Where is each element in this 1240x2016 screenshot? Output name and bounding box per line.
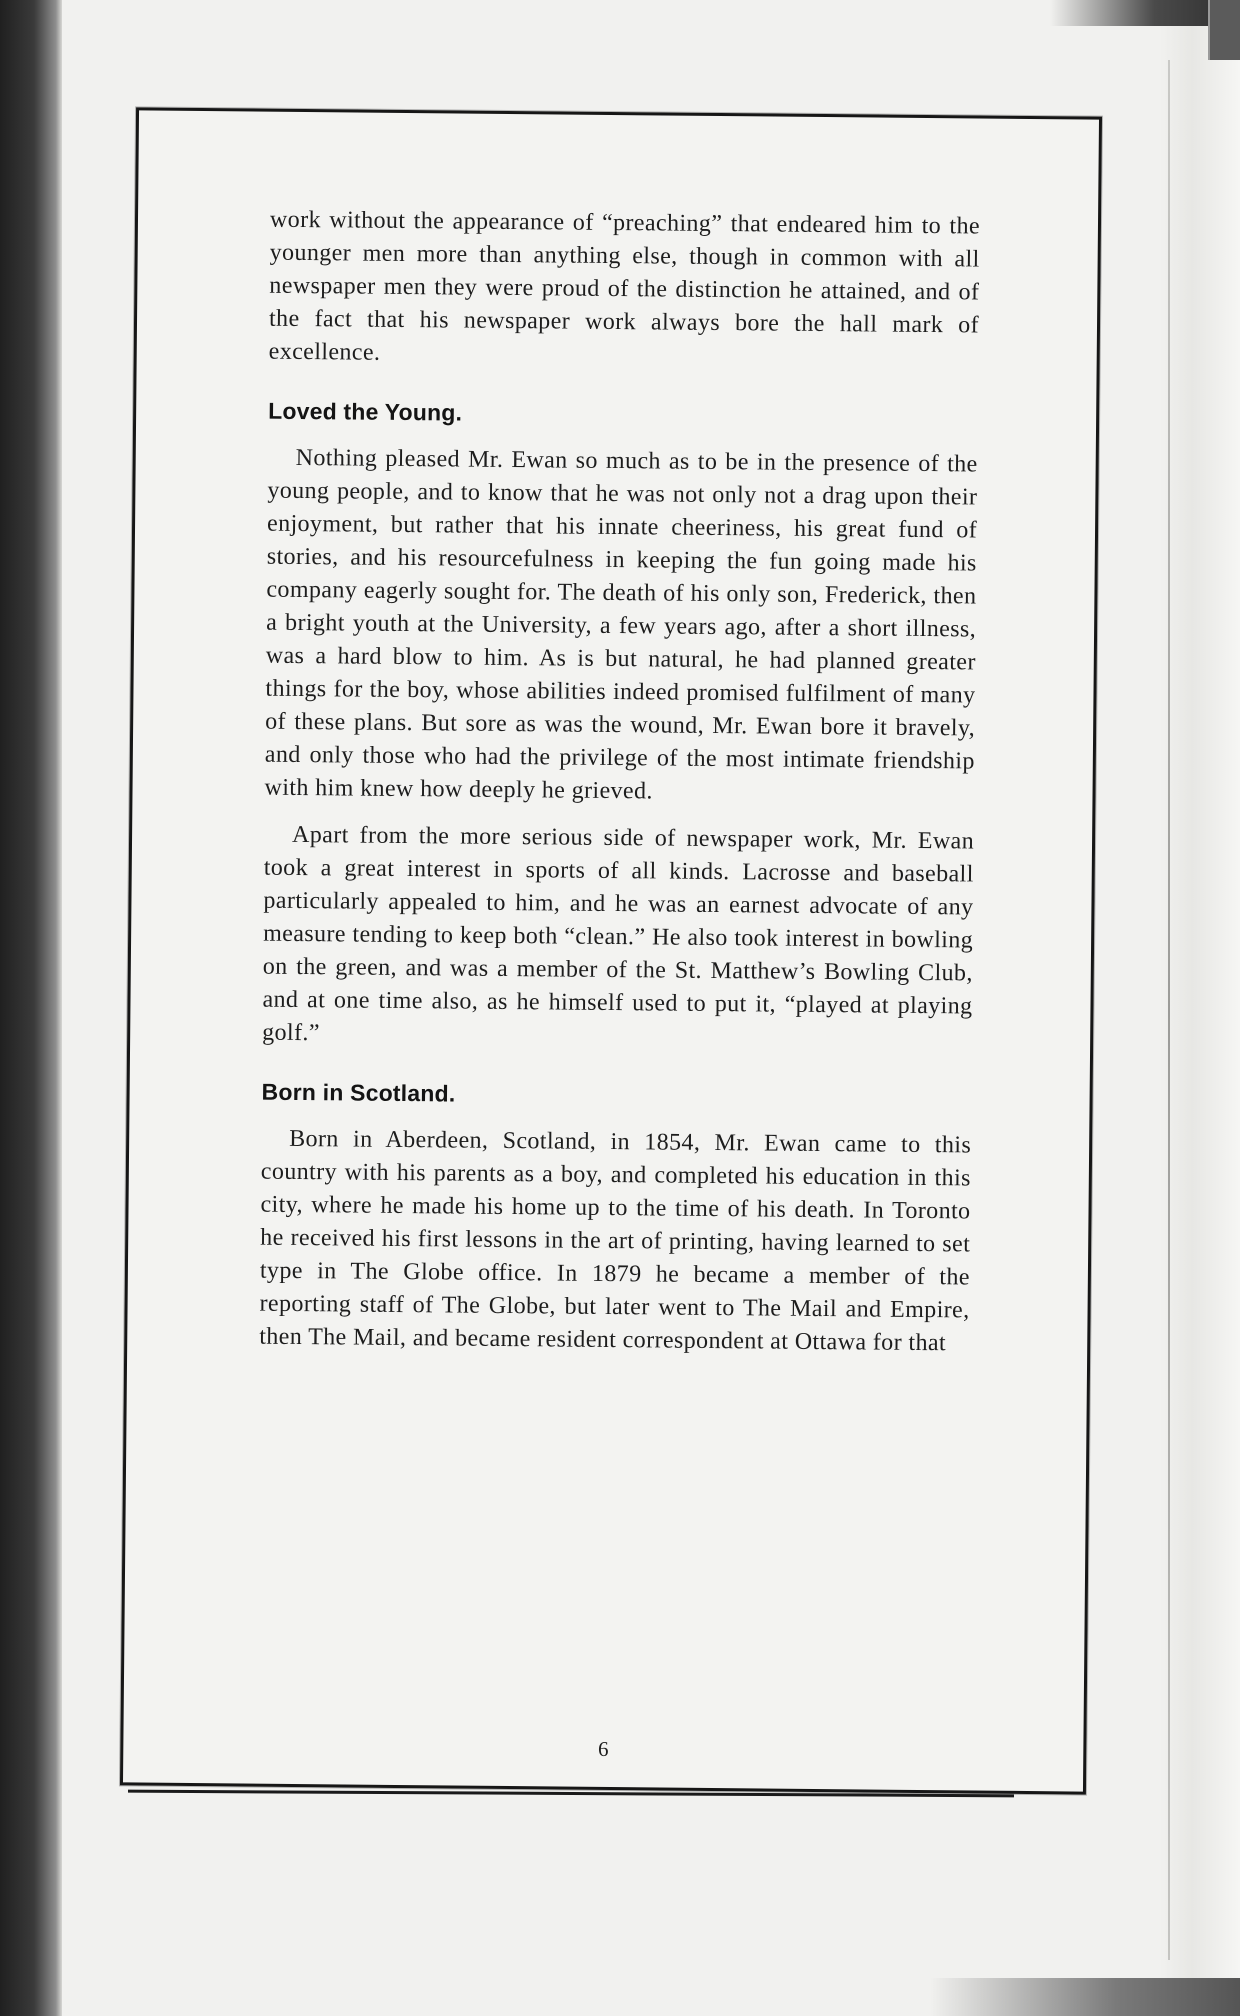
- section-heading-loved-the-young: Loved the Young.: [268, 397, 463, 426]
- article-body: [259, 204, 980, 1375]
- book-spine-shadow: [0, 0, 62, 2016]
- paragraph-born-in-scotland: Born in Aberdeen, Scotland, in 1854, Mr. Ewan came to this country with his parents as a boy, and completed his education in this city, where he made his home up to the time of his death. In Toronto he received his first lessons in the art of printing, having learned to set type in The Globe office. In 1879 he became a member of the reporting staff of The Globe, but later went to The Mail and Empire, then The Mail, and became resident correspondent at Ottawa for that: [259, 1125, 972, 1357]
- scan-corner-tab: [1208, 0, 1240, 60]
- paragraph-continuation: work without the appearance of “preaching” that endeared him to the younger men more than anything else, though in common with all newspaper men they were proud of the distinction he attained, and of the fact that his newspaper work always bore the hall mark of excellence.: [268, 206, 981, 366]
- page-frame: [120, 107, 1102, 1794]
- page-edge-line: [1168, 60, 1170, 1960]
- paragraph-sports: Apart from the more serious side of newspaper work, Mr. Ewan took a great interest in sports of all kinds. Lacrosse and baseball particularly appealed to him, and he was an earnest advocate of any measure tending to keep both “clean.” He also took interest in bowling on the green, and was a member of the St. Matthew’s Bowling Club, and at one time also, as he himself used to put it, “played at playing golf.”: [262, 821, 975, 1047]
- page-number: 6: [597, 1736, 609, 1762]
- paragraph-loved-the-young: Nothing pleased Mr. Ewan so much as to be in the presence of the young people, and to know that he was not only not a drag upon their enjoyment, but rather that his innate cheeriness, his great fund of stories, and his resourcefulness in keeping the fun going made his company eagerly sought for. The death of his only son, Frederick, then a bright youth at the University, a few years ago, after a short illness, was a hard blow to him. As is but natural, he had planned greater things for the boy, whose abilities indeed promised fulfilment of many of these plans. But sore as was the wound, Mr. Ewan bore it bravely, and only those who had the privilege of the most intimate friendship with him knew how deeply he grieved.: [264, 444, 978, 805]
- section-heading-born-in-scotland: Born in Scotland.: [261, 1078, 456, 1107]
- scan-bottom-shadow: [930, 1978, 1240, 2016]
- page-edge: [1160, 0, 1240, 2016]
